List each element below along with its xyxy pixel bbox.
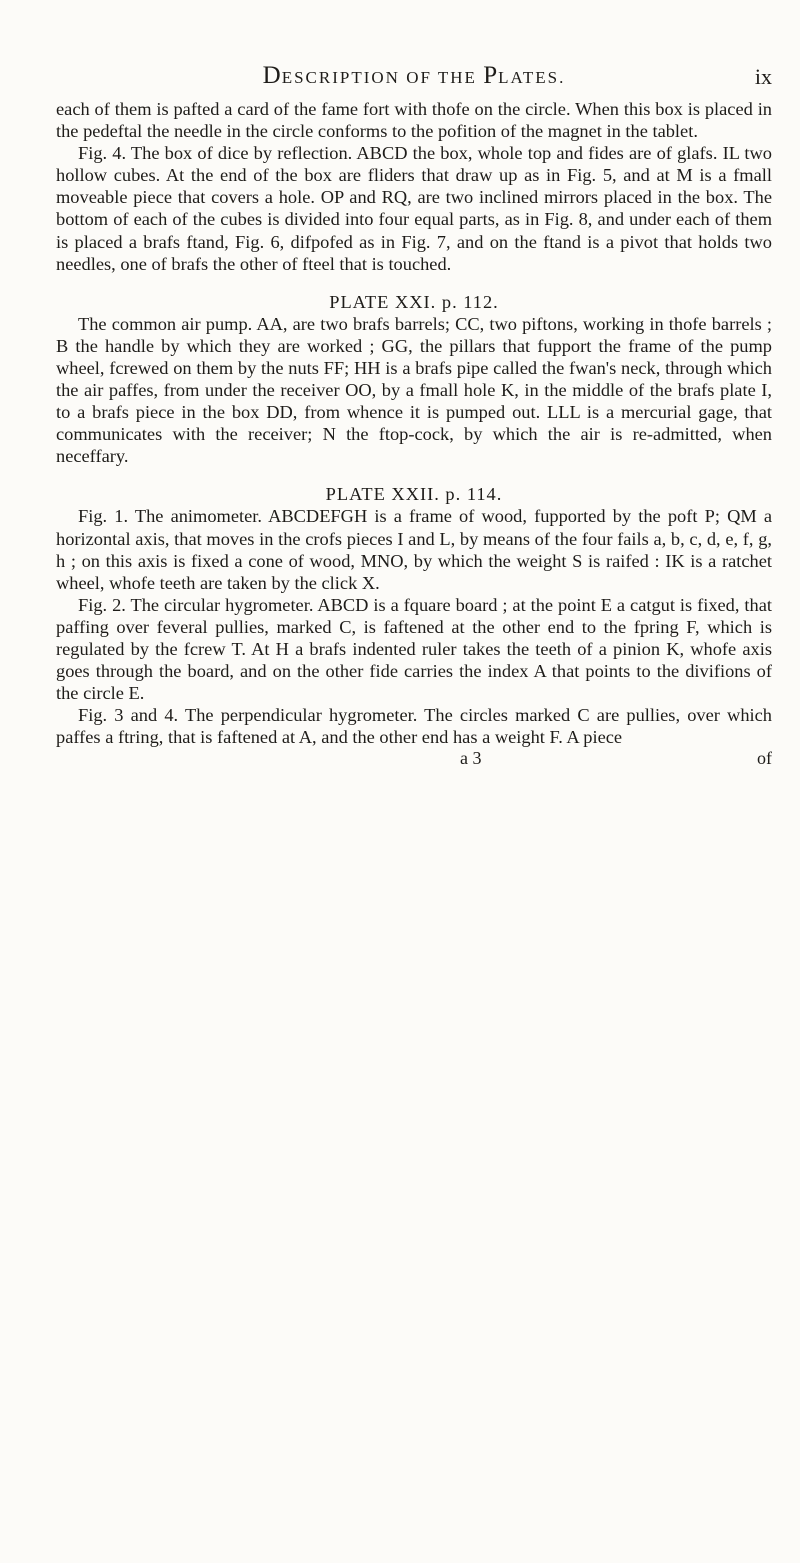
paragraph-continued: each of them is pafted a card of the fame fort with thofe on the circle. When this box is placed in the pedeftal the needle in the circle conforms to the pofition of the magnet in the tablet. [56, 99, 772, 142]
signature-mark: a 3 [460, 748, 482, 769]
page-number: ix [754, 64, 772, 89]
paragraph-perpendicular-hygrometer: Fig. 3 and 4. The perpendicular hygrometer. The circles marked C are pullies, over which paffes a ftring, that is faftened at A, and the other end has a weight F. A piece [56, 705, 772, 748]
paragraph-animometer: Fig. 1. The animometer. ABCDEFGH is a frame of wood, fupported by the poft P; QM a horizontal axis, that moves in the crofs pieces I and L, by means of the four fails a, b, c, d, e, f, g, h ; on this axis is fixed a cone of wood, MNO, by which the weight S is raifed : IK is a ratchet wheel, whofe teeth are taken by the click X. [56, 506, 772, 593]
text-block [56, 62, 772, 770]
running-head [56, 62, 772, 98]
plate-xxii-heading: PLATE XXII. p. 114. [325, 484, 503, 505]
plate-xxi-heading: PLATE XXI. p. 112. [329, 291, 499, 312]
paragraph-fig-4: Fig. 4. The box of dice by reflection. ABCD the box, whole top and fides are of glafs. IL two hollow cubes. At the end of the box are fliders that draw up as in Fig. 5, and at M is a fmall moveable piece that covers a hole. OP and RQ, are two inclined mirrors placed in the box. The bottom of each of the cubes is divided into four equal parts, as in Fig. 8, and under each of them is placed a brafs ftand, Fig. 6, difpofed as in Fig. 7, and on the ftand is a pivot that holds two needles, one of brafs the other of fteel that is touched. [56, 143, 772, 274]
running-title-word-plates: LATES. [498, 68, 566, 87]
running-title-word-description: ESCRIPTION [281, 68, 407, 87]
running-title-plates-initial: P [483, 62, 499, 89]
running-title-of-the: OF THE [406, 68, 484, 87]
running-title-initial: D [262, 62, 282, 89]
running-title [56, 62, 772, 90]
paragraph-circular-hygrometer: Fig. 2. The circular hygrometer. ABCD is a fquare board ; at the point E a catgut is fixed, that paffing over feveral pullies, marked C, is faftened at the other end to the fpring F, which is regulated by the fcrew T. At H a brafs indented ruler takes the teeth of a pinion K, whofe axis goes through the board, and on the other fide carries the index A that points to the divifions of the circle E. [56, 594, 772, 704]
catchword: of [757, 748, 772, 769]
catchline [56, 748, 772, 770]
paragraph-air-pump: The common air pump. AA, are two brafs barrels; CC, two piftons, working in thofe barrels ; B the handle by which they are worked ; GG, the pillars that fupport the frame of the pump wheel, fcrewed on them by the nuts FF; HH is a brafs pipe called the fwan's neck, through which the air paffes, from under the receiver OO, by a fmall hole K, in the middle of the brafs plate I, to a brafs piece in the box DD, from whence it is pumped out. LLL is a mercurial gage, that communicates with the receiver; N the ftop-cock, by which the air is re-admitted, when neceffary. [56, 313, 772, 467]
